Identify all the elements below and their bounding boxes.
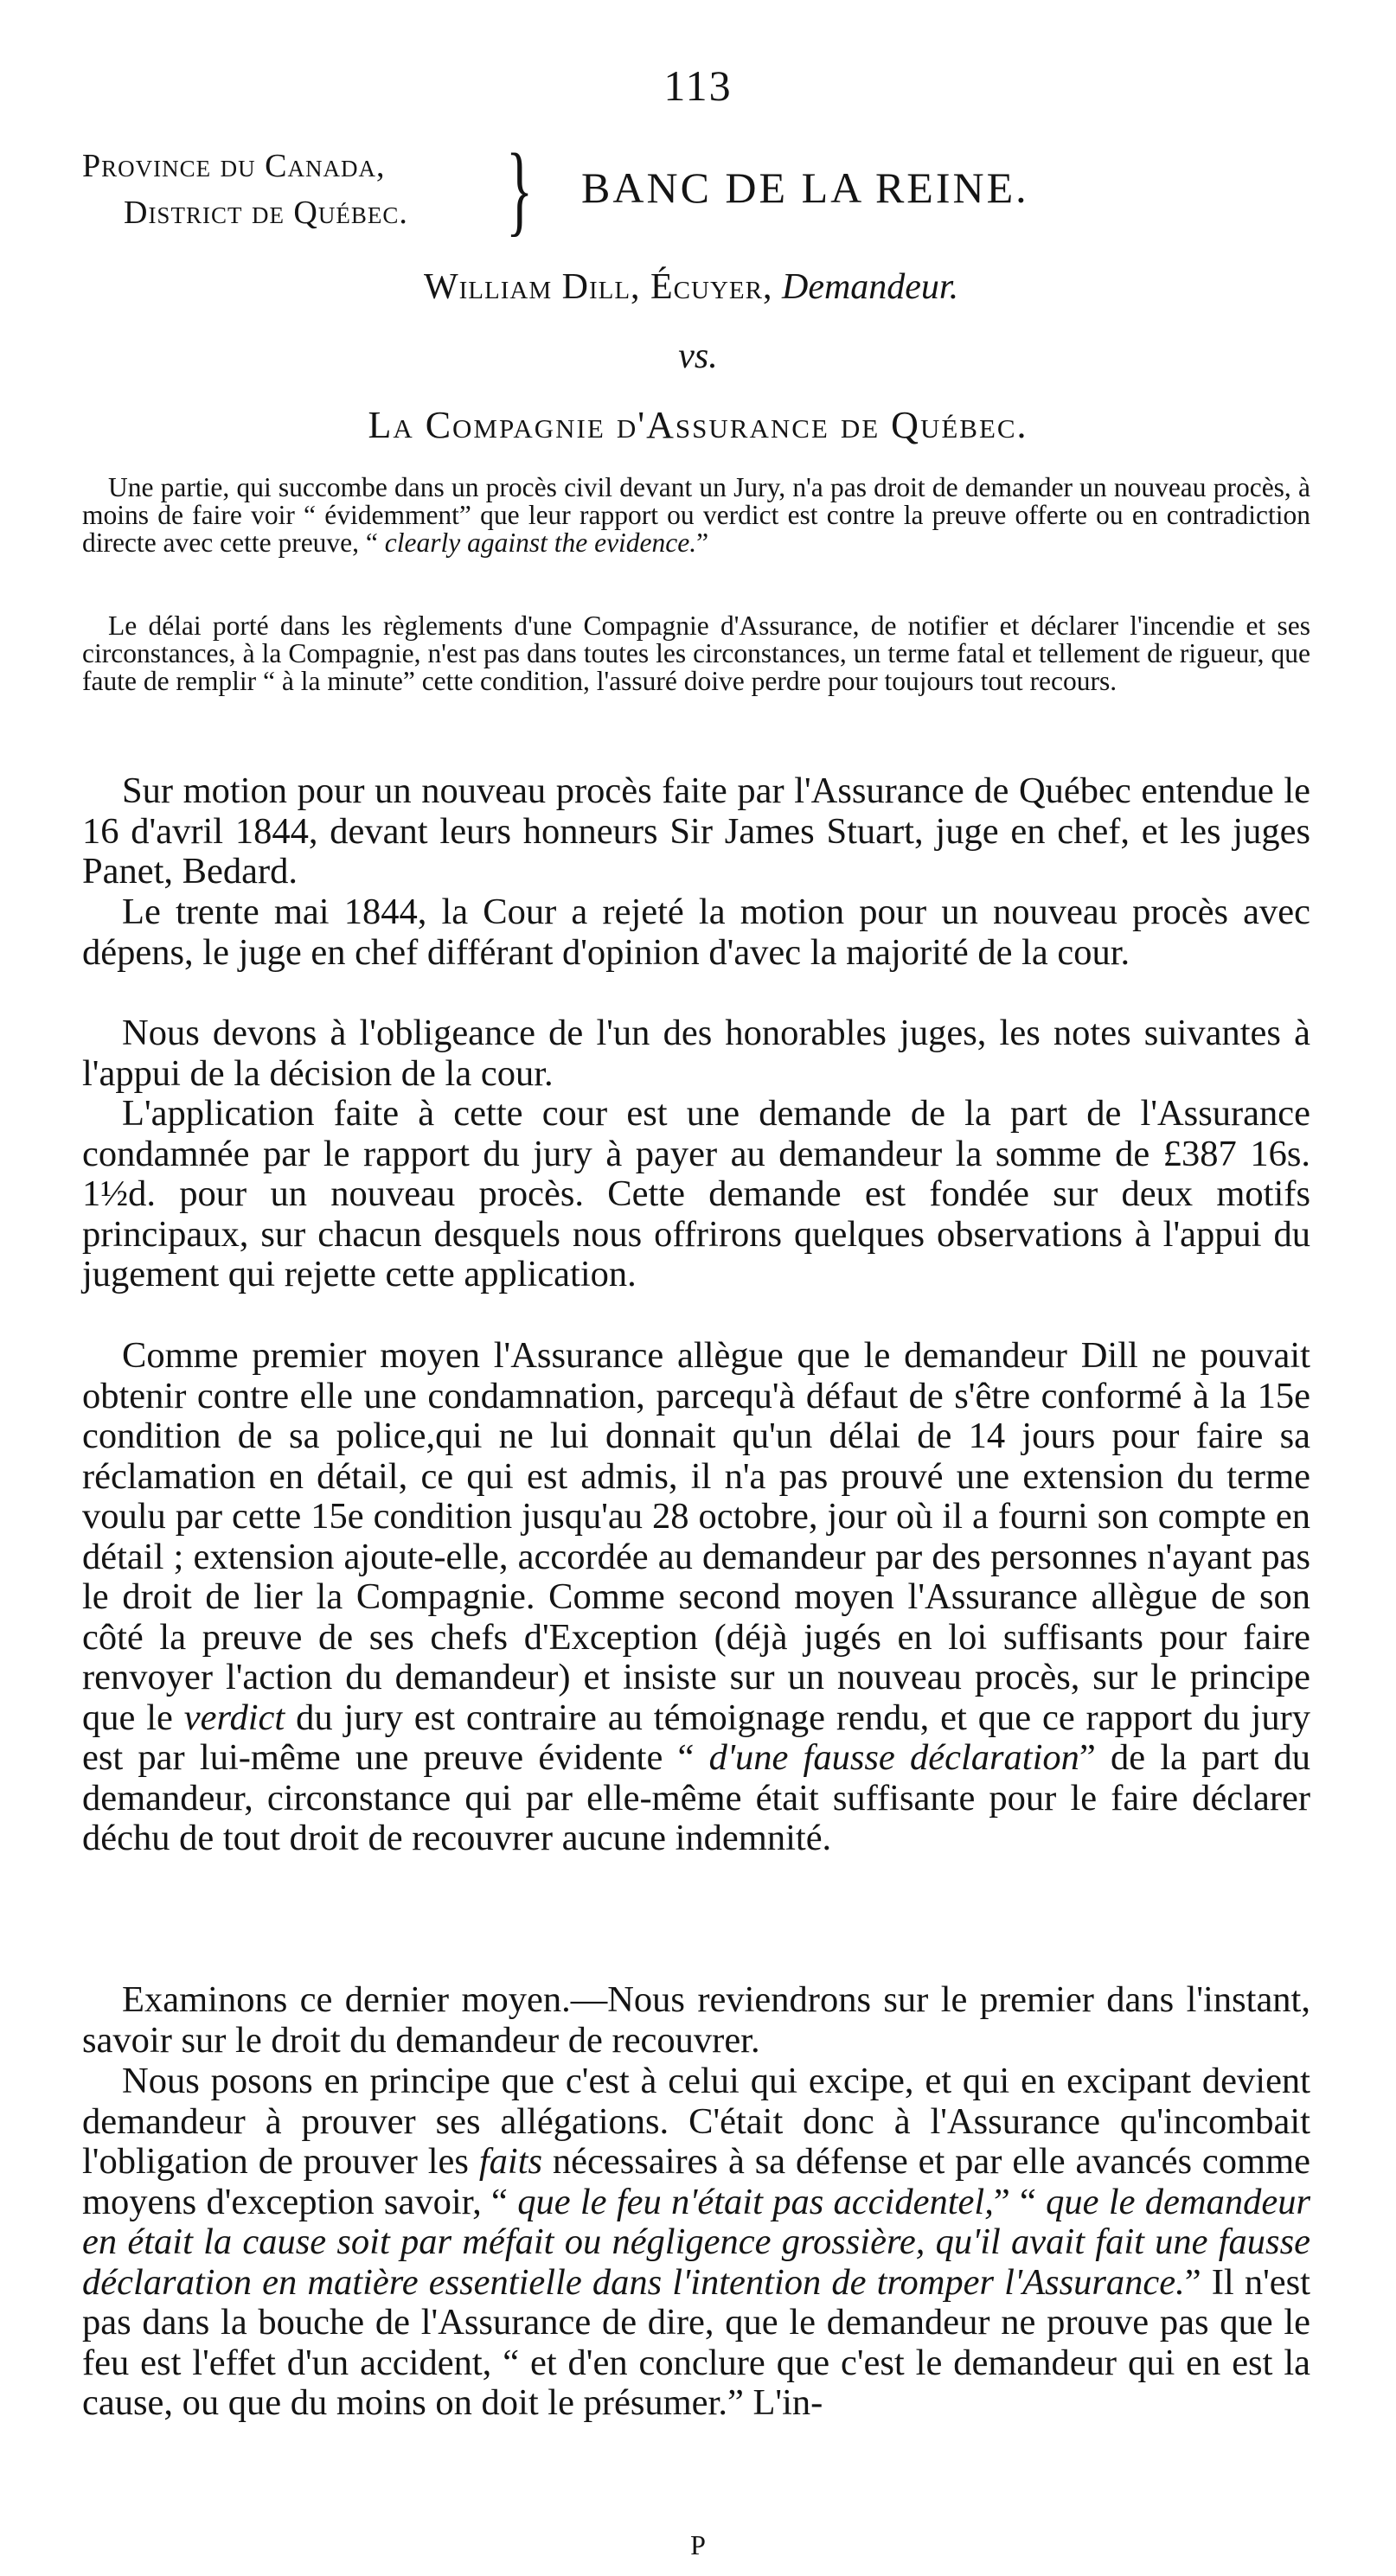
district-label: District de Québec. xyxy=(124,195,408,231)
page-number: 113 xyxy=(663,61,733,110)
paragraph-text: Comme premier moyen l'Assurance allègue que le demandeur Dill ne pouvait obtenir contre elle une condamnation, parcequ'à défaut de s'être conformé à la 15e condition de sa police,qui ne lui donnait qu'un délai de 14 jours pour faire sa réclamation en détail, ce qui est admis, il n'a pas prouvé une extension du terme voulu par cette 15e condition jusqu'au 28 octobre, jour où il a fourni son compte en détail ; extension ajoute-elle, accordée au demandeur par des personnes n'ayant pas le droit de lier la Compagnie. Comme second moyen l'Assurance allègue de son côté la preuve de ses chefs d'Exception (déjà jugés en loi suffisants pour faire renvoyer l'action du demandeur) et insiste sur un nouveau procès, sur le principe que le xyxy=(82,1335,1310,1738)
paragraph-text: ” Il n'est pas dans la bouche de l'Assurance de dire, que le demandeur ne prouve pas que le feu est l'effet d'un accident, “ et d'en conclure que c'est le demandeur qui en est la cause, ou que du moins on doit le présumer.” L'in- xyxy=(82,2261,1310,2423)
body-paragraph-3 xyxy=(82,1013,1310,1094)
body-paragraph-1 xyxy=(82,771,1310,892)
syllabus-text: Une partie, qui succombe dans un procès civil devant un Jury, n'a pas droit de demander un nouveau procès, à moins de faire voir “ évidemment” que leur rapport ou verdict est contre la preuve offerte ou en contradiction directe avec cette preuve, “ xyxy=(82,472,1310,558)
paragraph-text: du jury est contraire au témoignage rendu, et que ce rapport du jury est par lui-même une preuve évidente “ xyxy=(82,1697,1310,1778)
court-name: BANC DE LA REINE. xyxy=(581,163,1029,212)
paragraph-text: ” “ xyxy=(993,2181,1047,2222)
italic-quote: que le feu n'était pas accidentel, xyxy=(517,2181,994,2222)
paragraph-text: Examinons ce dernier moyen.—Nous reviendrons sur le premier dans l'instant, savoir sur le droit du demandeur de recouvrer. xyxy=(82,1979,1310,2061)
paragraph-text: L'application faite à cette cour est une demande de la part de l'Assurance condamnée par le rapport du jury à payer au demandeur la somme de £387 16s. 1½d. pour un nouveau procès. Cette demande est fondée sur deux motifs principaux, sur chacun desquels nous offrirons quelques observations à l'appui du jugement qui rejette cette application. xyxy=(82,1093,1310,1294)
versus-label: vs. xyxy=(678,336,718,376)
body-paragraph-7 xyxy=(82,2061,1310,2424)
printer-signature-mark: P xyxy=(690,2529,706,2560)
body-paragraph-6 xyxy=(82,1980,1310,2061)
curly-brace: } xyxy=(506,132,534,246)
paragraph-text: nécessaires à sa défense et par elle avancés comme moyens d'exception savoir, “ xyxy=(82,2141,1311,2222)
plaintiff-name: William Dill, Écuyer, xyxy=(424,267,773,307)
body-paragraph-2 xyxy=(82,892,1310,973)
paragraph-text: Nous posons en principe que c'est à celui qui excipe, et qui en excipant devient demandeur à prouver ses allégations. C'était donc à l'Assurance qu'incombait l'obligation de prouver les xyxy=(82,2061,1310,2182)
paragraph-text: ” de la part du demandeur, circonstance qui par elle-même était suffisante pour le faire déclarer déchu de tout droit de recouvrer aucune indemnité. xyxy=(82,1737,1310,1858)
body-paragraph-5 xyxy=(82,1336,1310,1859)
plaintiff-role: Demandeur. xyxy=(781,267,959,307)
paragraph-text: Le trente mai 1844, la Cour a rejeté la motion pour un nouveau procès avec dépens, le juge en chef différant d'opinion d'avec la majorité de la cour. xyxy=(82,892,1310,973)
syllabus-paragraph-2 xyxy=(82,612,1310,695)
body-paragraph-4 xyxy=(82,1094,1310,1295)
syllabus-text: Le délai porté dans les règlements d'une Compagnie d'Assurance, de notifier et déclarer l'incendie et ses circonstances, à la Compagnie, n'est pas dans toutes les circonstances, un terme fatal et tellement de rigueur, que faute de remplir “ à la minute” cette condition, l'assuré doive perdre pour toujours tout recours. xyxy=(82,610,1310,696)
defendant-name: La Compagnie d'Assurance de Québec. xyxy=(368,404,1028,446)
plaintiff-line xyxy=(424,266,958,308)
province-label: Province du Canada, xyxy=(82,148,386,184)
paragraph-text: Nous devons à l'obligeance de l'un des honorables juges, les notes suivantes à l'appui de la décision de la cour. xyxy=(82,1013,1310,1094)
italic-quote: que le demandeur en était la cause soit par méfait ou négligence grossière, qu'il avait fait une fausse déclaration en matière essentielle dans l'intention de tromper l'Assurance. xyxy=(82,2181,1311,2303)
italic-term: verdict xyxy=(183,1697,285,1738)
paragraph-text: Sur motion pour un nouveau procès faite par l'Assurance de Québec entendue le 16 d'avril 1844, devant leurs honneurs Sir James Stuart, juge en chef, et les juges Panet, Bedard. xyxy=(82,770,1310,892)
italic-term: d'une fausse déclaration xyxy=(708,1737,1079,1778)
jurisdiction-block xyxy=(82,143,408,236)
syllabus-text: ” xyxy=(696,527,709,558)
syllabus-italic-quote: clearly against the evidence. xyxy=(384,527,697,558)
italic-term: faits xyxy=(478,2141,543,2182)
syllabus-paragraph-1 xyxy=(82,474,1310,557)
